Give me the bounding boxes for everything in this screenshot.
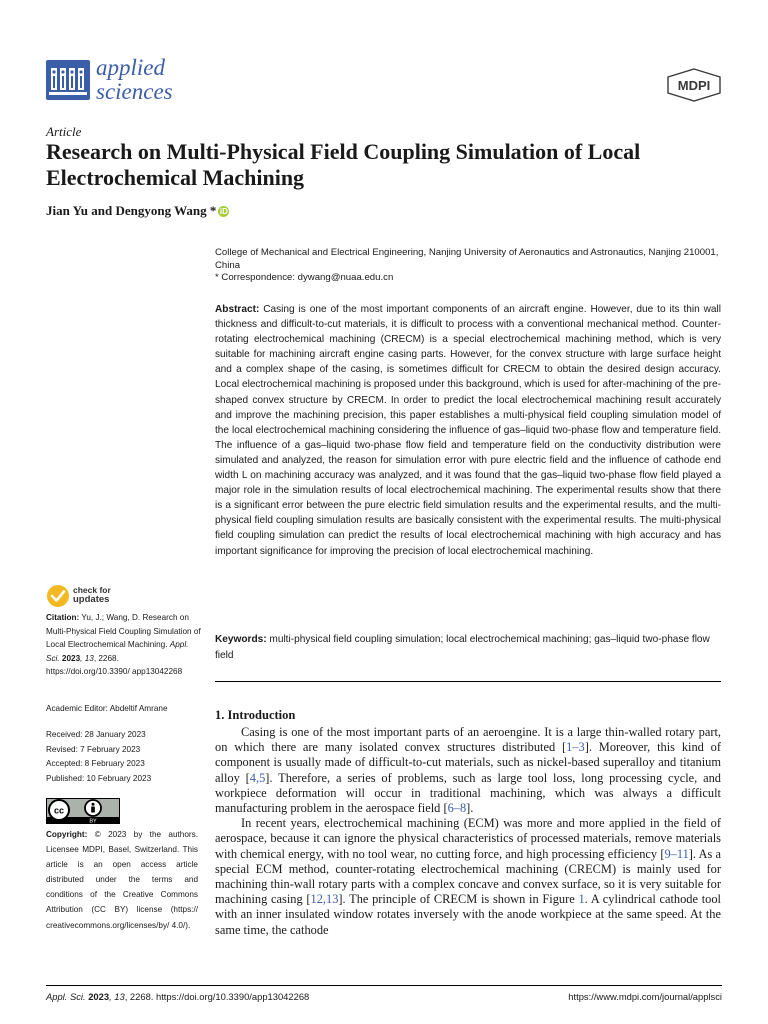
check-updates-icon (46, 584, 70, 608)
footer-citation: Appl. Sci. 2023, 13, 2268. https://doi.org/10.3390/app13042268 (46, 991, 310, 1002)
keywords-label: Keywords: (215, 634, 267, 645)
article-type: Article (46, 124, 82, 139)
academic-editor: Academic Editor: Abdeltif Amrane (46, 704, 168, 713)
journal-logo-icon (46, 60, 90, 100)
intro-body (215, 725, 721, 938)
keywords (215, 632, 721, 663)
reference-link[interactable]: 4,5 (249, 770, 266, 785)
creative-commons-icon[interactable] (46, 798, 120, 824)
orcid-icon[interactable]: iD (219, 207, 228, 216)
authors (46, 203, 229, 219)
keywords-text: multi-physical field coupling simulation; local electrochemical machining; gas–liquid two-phase flow field (215, 634, 710, 661)
reference-link[interactable]: 12,13 (310, 892, 339, 907)
mdpi-logo-icon (666, 68, 722, 102)
reference-link[interactable]: 6–8 (447, 801, 467, 816)
abstract-label: Abstract: (215, 304, 260, 315)
dates (46, 728, 151, 786)
reference-link[interactable]: 9–11 (664, 846, 689, 861)
paragraph: Casing is one of the most important parts of an aeroengine. It is a large thin-walled rotary part, on which there are many isolated convex structures distributed [1–3]. Moreover, this kind of component is usually made of difficult-to-cut materials, such as nickel-based superalloy and titanium alloy [4,5]. Therefore, a series of problems, such as large tool loss, long processing cycle, and workpiece deformation will occur in traditional machining, which was always a difficult manufacturing problem in the aerospace field [6–8]. (215, 725, 722, 816)
svg-text:cc: cc (53, 805, 65, 816)
copyright: Copyright: © 2023 by the authors. Licensee MDPI, Basel, Switzerland. This article is an open access article distributed under the terms and conditions of the Creative Commons Attribution (CC BY) license (https:// creativecommons.org/licenses/by/ 4.0/). (46, 830, 198, 930)
publisher-name: MDPI (677, 78, 711, 93)
reference-link[interactable]: 1–3 (566, 740, 585, 755)
check-label-1: check for (73, 585, 111, 595)
published-date: Published: 10 February 2023 (46, 773, 152, 783)
check-for-updates-button[interactable] (46, 584, 156, 608)
svg-text:BY: BY (89, 818, 97, 824)
revised-date: Revised: 7 February 2023 (46, 744, 141, 754)
figure-link[interactable]: 1 (578, 892, 585, 907)
footer-divider (46, 985, 722, 986)
accepted-date: Accepted: 8 February 2023 (46, 759, 145, 768)
citation: Citation: Yu, J.; Wang, D. Research on Multi-Physical Field Coupling Simulation of Local Electrochemical Machining. Appl. Sci. 2023, 13, 2268. https://doi.org/10.3390/ app13042268 (46, 613, 201, 676)
author-names: Jian Yu and Dengyong Wang * (46, 203, 217, 218)
paragraph: In recent years, electrochemical machining (ECM) was more and more applied in the field of aerospace, because it can ignore the physical characteristics of processed materials, remove materials with chemical energy, with no tool wear, no cutting force, and high processing efficiency [9–11]. As a special ECM method, counter-rotating electrochemical machining (CRECM) is mainly used for machining thin-wall rotary parts with a complex concave and convex surface, so it is very suitable for machining casing [12,13]. The principle of CRECM is shown in Figure 1. A cylindrical cathode tool with an inner insulated window rotates inversely with the anode workpiece at the same speed. At the same time, the cathode (215, 816, 721, 937)
footer-journal-url[interactable]: https://www.mdpi.com/journal/applsci (568, 991, 722, 1002)
section-heading: 1. Introduction (215, 708, 296, 722)
check-label-2: updates (73, 594, 110, 605)
journal-name (96, 56, 173, 104)
abstract (215, 302, 721, 559)
section-divider (215, 681, 721, 682)
affiliation: College of Mechanical and Electrical Engineering, Nanjing University of Aeronautics and Astronautics, Nanjing 210001, China (215, 247, 719, 271)
article-title: Research on Multi-Physical Field Coupling Simulation of Local Electrochemical Machining (46, 139, 641, 190)
journal-name-line2: sciences (96, 79, 173, 104)
journal-name-line1: applied (96, 55, 165, 80)
received-date: Received: 28 January 2023 (46, 730, 146, 739)
abstract-text: Casing is one of the most important components of an aircraft engine. However, due to its thin wall thickness and difficult-to-cut materials, it is difficult to process with a conventional mechanical method. Counter-rotating electrochemical machining (CRECM) is a special electrochemical machining method, which is very suitable for machining aircraft engine casing parts. However, for the convex structure with large surface height and a complex shape of the casing, is sometimes difficult for CRECM to obtain the desired design accuracy. Local electrochemical machining is proposed under this background, which is used for after-machining of the pre-shaped convex structure by CRECM. In order to predict the local electrochemical machining result accurately and improve the machining precision, this paper establishes a multi-physical field coupling simulation model of the local electrochemical machining considering the influence of gas–liquid two-phase flow and temperature field. The influence of a gas–liquid two-phase flow field and temperature field on the conductivity distribution were simulated and analyzed, the reason for simulation error with pure electric field and the influence of cathode end width L on machining accuracy was analyzed, and it was found that the gas–liquid two-phase flow field played a major role in the simulation results of local electrochemical machining. The experimental results show that there is a significant error between the pure electric field simulation results and the experimental results, and the multi-physical field coupling simulation results are basically consistent with the experimental results. The multi-physical field coupling simulation can predict the results of local electrochemical machining with high accuracy and has important significance for improving the precision of local electrochemical machining. (215, 304, 722, 557)
correspondence: * Correspondence: dywang@nuaa.edu.cn (215, 272, 394, 283)
